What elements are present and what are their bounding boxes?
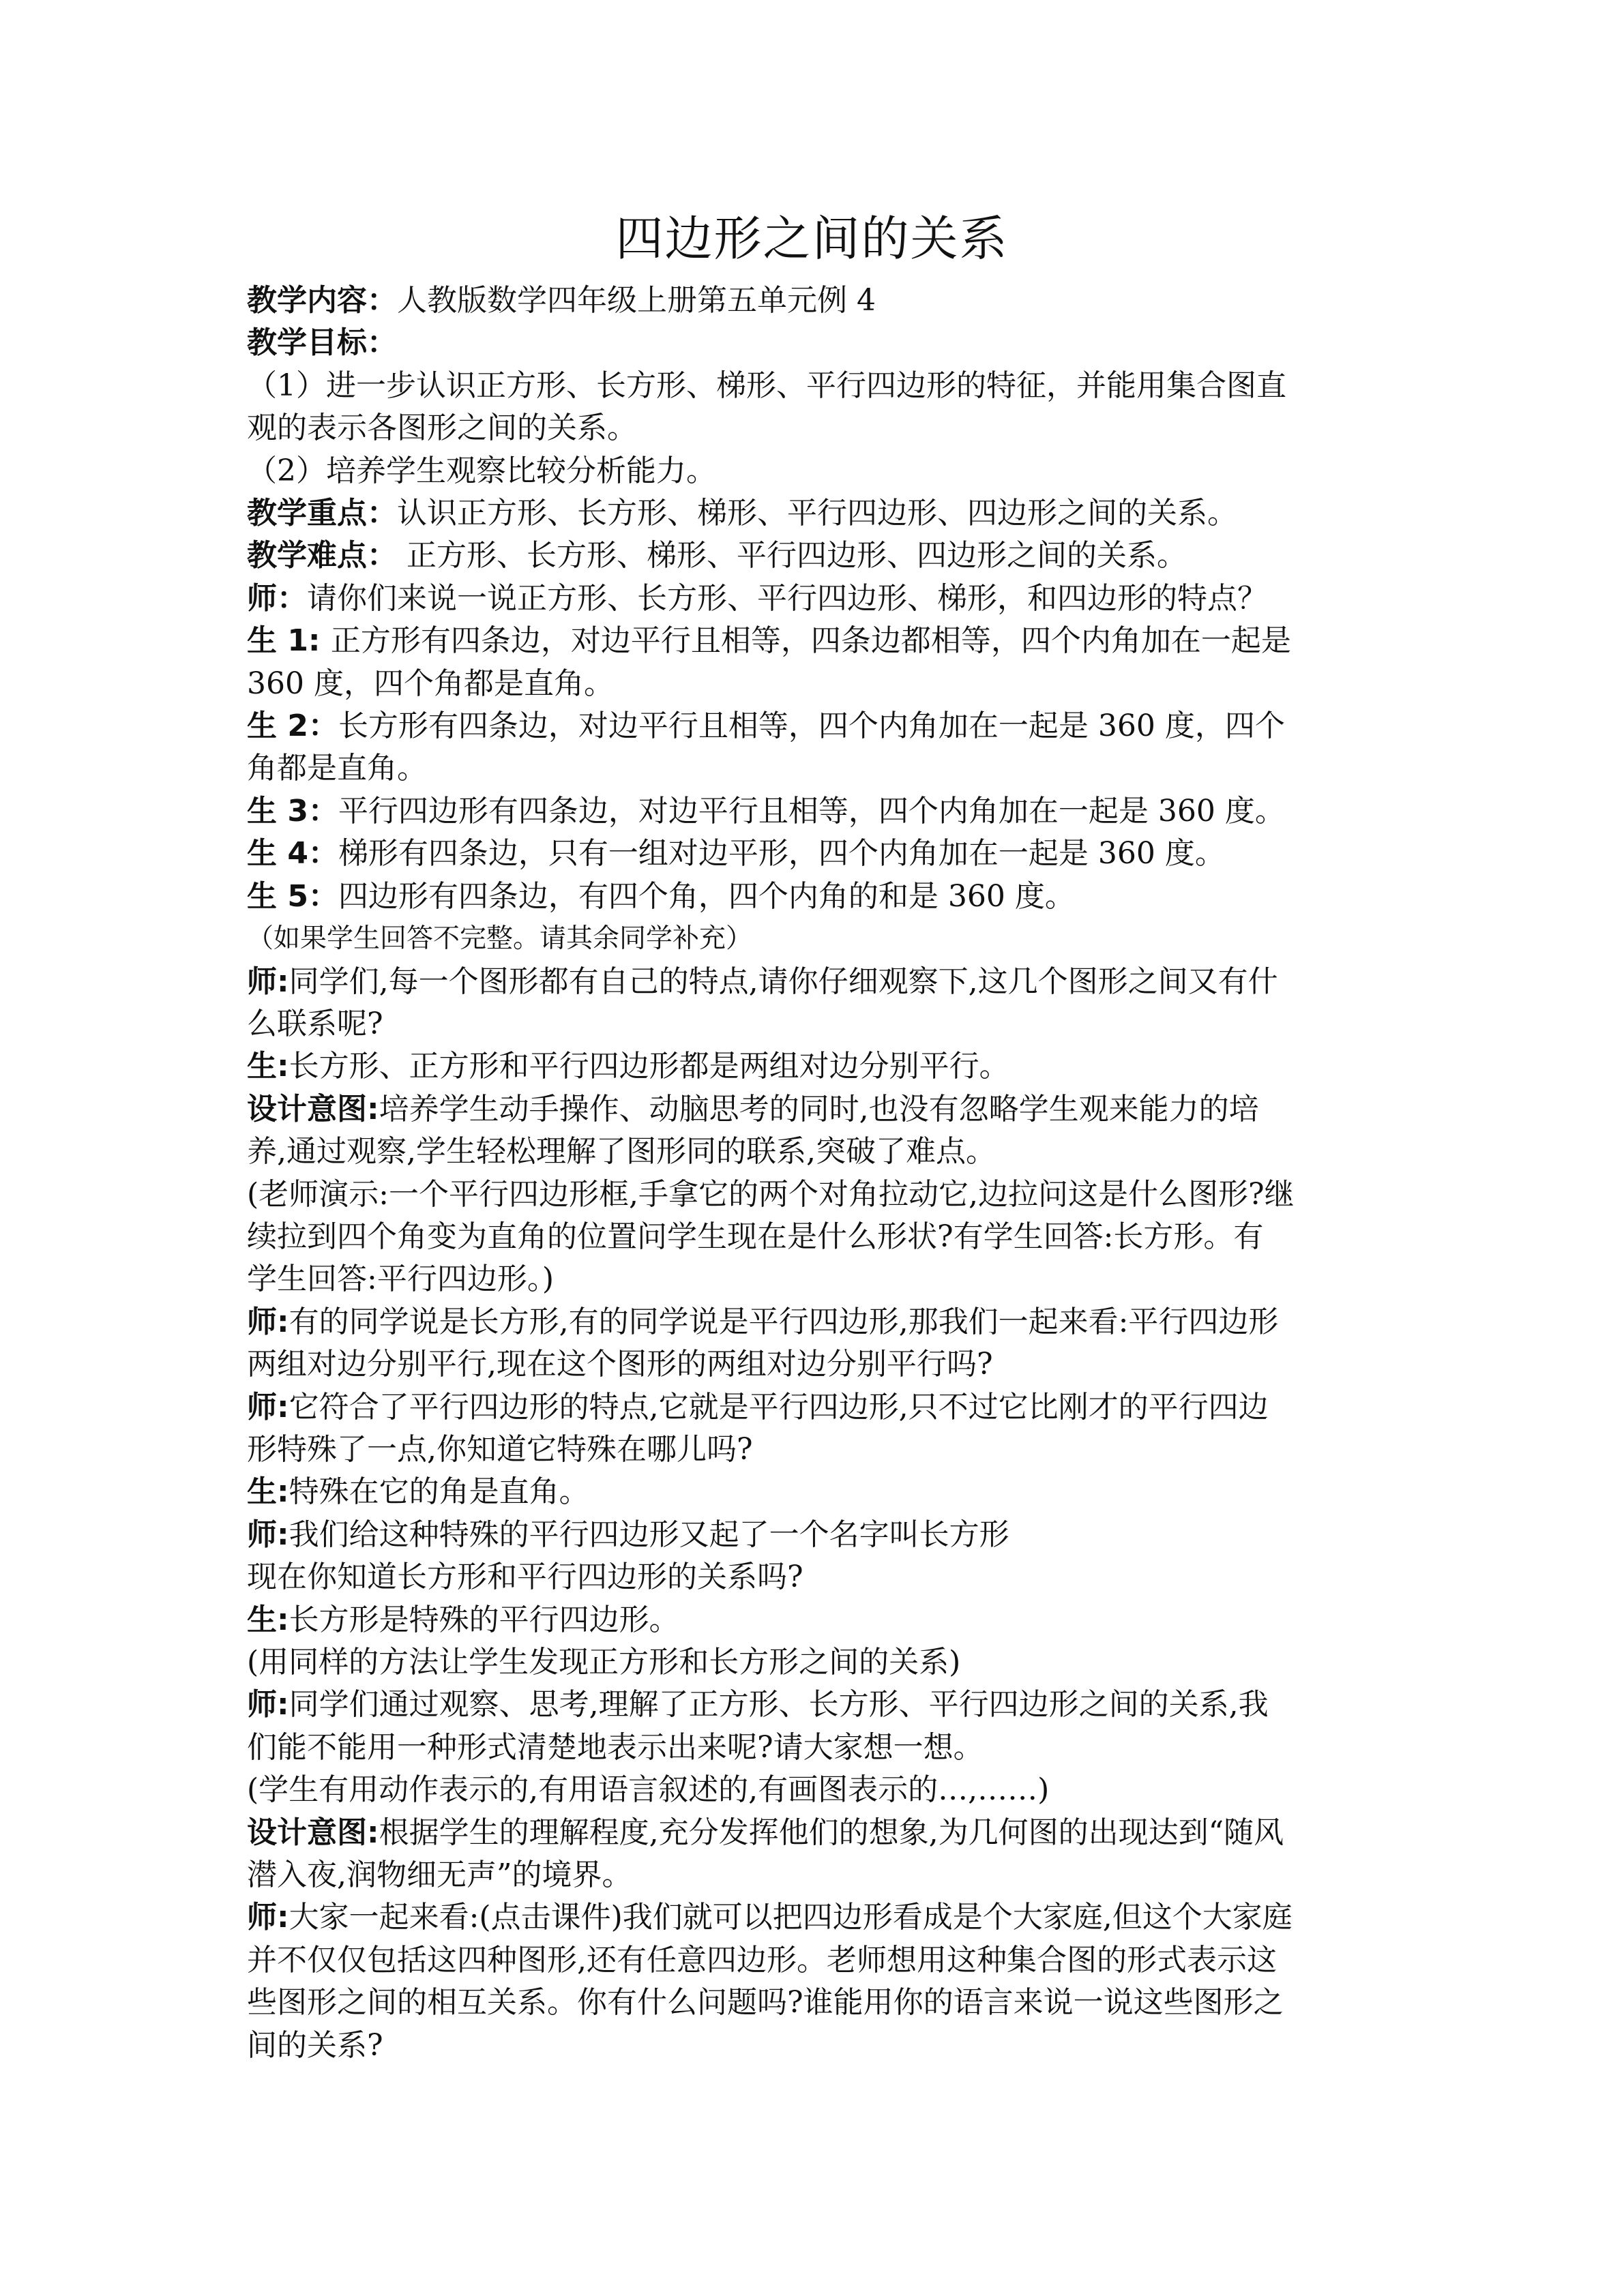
speaker-label: 生 1: (247, 623, 331, 659)
paragraph-line (247, 1556, 1385, 1598)
paragraph (247, 1769, 1385, 1811)
speaker-label: 师: (247, 1687, 289, 1723)
speaker-label: 师: (247, 1900, 289, 1935)
paragraph-line (247, 705, 1385, 747)
speaker-label: 设计意图: (247, 1091, 379, 1127)
paragraph-text: 长方形、正方形和平行四边形都是两组对边分别平行。 (289, 1049, 1009, 1084)
paragraph-text: 养,通过观察,学生轻松理解了图形同的联系,突破了难点。 (247, 1134, 996, 1169)
paragraph-line (247, 1854, 1385, 1896)
paragraph-text: 正方形有四条边，对边平行且相等，四条边都相等，四个内角加在一起是 (330, 623, 1291, 659)
speaker-label: 生 3： (247, 793, 338, 829)
paragraph-text: 认识正方形、长方形、梯形、平行四边形、四边形之间的关系。 (397, 496, 1237, 531)
paragraph-line (247, 407, 1385, 449)
paragraph-text: 并不仅仅包括这四种图形,还有任意四边形。老师想用这种集合图的形式表示这 (247, 1942, 1277, 1978)
paragraph-line (247, 492, 1385, 535)
paragraph-text: 大家一起来看:(点击课件)我们就可以把四边形看成是个大家庭,但这个大家庭 (289, 1900, 1293, 1935)
paragraph (247, 365, 1385, 450)
paragraph-text: 观的表示各图形之间的关系。 (247, 411, 637, 446)
paragraph-line (247, 1599, 1385, 1641)
paragraph (247, 1386, 1385, 1472)
paragraph-text: 梯形有四条边，只有一组对边平形，四个内角加在一起是 360 度。 (338, 836, 1225, 871)
paragraph (247, 790, 1385, 833)
speaker-label: 师: (247, 1389, 289, 1425)
paragraph (247, 1088, 1385, 1174)
paragraph-text: 间的关系? (247, 2027, 383, 2063)
paragraph (247, 1896, 1385, 2067)
paragraph-text: 现在你知道长方形和平行四边形的关系吗? (247, 1560, 803, 1595)
paragraph (247, 1045, 1385, 1088)
speaker-label: 教学内容： (247, 283, 397, 318)
paragraph-text: 请你们来说一说正方形、长方形、平行四边形、梯形，和四边形的特点？ (307, 580, 1267, 616)
paragraph-line (247, 1003, 1385, 1045)
paragraph-line (247, 1982, 1385, 2024)
paragraph-text: 么联系呢? (247, 1006, 383, 1041)
speaker-label: 生 2： (247, 709, 338, 744)
paragraph-line (247, 1045, 1385, 1088)
paragraph-line (247, 620, 1385, 662)
paragraph-line (247, 747, 1385, 790)
paragraph (247, 1599, 1385, 1641)
paragraph (247, 620, 1385, 705)
paragraph-line (247, 876, 1385, 918)
document-title: 四边形之间的关系 (615, 211, 1009, 267)
paragraph-text: 四边形有四条边，有四个角，四个内角的和是 360 度。 (338, 878, 1075, 914)
paragraph (247, 1471, 1385, 1513)
paragraph (247, 1641, 1385, 1684)
speaker-label: 教学难点： (247, 538, 397, 573)
speaker-label: 师： (247, 580, 307, 616)
paragraph-text: 两组对边分别平行,现在这个图形的两组对边分别平行吗? (247, 1347, 993, 1382)
speaker-label: 生: (247, 1602, 289, 1637)
paragraph-line (247, 535, 1385, 577)
paragraph-text: 形特殊了一点,你知道它特殊在哪儿吗? (247, 1431, 753, 1467)
paragraph-line (247, 578, 1385, 620)
speaker-label: 教学重点： (247, 496, 397, 531)
paragraph-text: 特殊在它的角是直角。 (289, 1474, 589, 1510)
paragraph (247, 1301, 1385, 1386)
paragraph-text: 角都是直角。 (247, 751, 427, 786)
paragraph-text: 同学们,每一个图形都有自己的特点,请你仔细观察下,这几个图形之间又有什 (289, 964, 1278, 999)
paragraph-line (247, 1301, 1385, 1343)
paragraph (247, 578, 1385, 620)
paragraph-line (247, 1514, 1385, 1556)
paragraph-line (247, 1088, 1385, 1131)
speaker-label: 生 4： (247, 836, 338, 871)
paragraph-text: 它符合了平行四边形的特点,它就是平行四边形,只不过它比刚才的平行四边 (289, 1389, 1269, 1425)
paragraph-text: （2）培养学生观察比较分析能力。 (247, 453, 716, 488)
paragraph (247, 1812, 1385, 1897)
paragraph-line (247, 1174, 1385, 1216)
paragraph (247, 1514, 1385, 1599)
speaker-label: 师: (247, 964, 289, 999)
paragraph-line (247, 1769, 1385, 1811)
paragraph-line (247, 280, 1385, 322)
paragraph (247, 450, 1385, 492)
paragraph-line (247, 1216, 1385, 1258)
paragraph-line (247, 1343, 1385, 1386)
document-body (247, 280, 1385, 2067)
paragraph (247, 961, 1385, 1046)
paragraph (247, 705, 1385, 790)
speaker-label: 师: (247, 1304, 289, 1339)
paragraph (247, 833, 1385, 875)
paragraph-text: 360 度，四个角都是直角。 (247, 666, 614, 701)
paragraph (247, 918, 1385, 960)
paragraph-text: 正方形、长方形、梯形、平行四边形、四边形之间的关系。 (397, 538, 1187, 573)
paragraph-line (247, 1684, 1385, 1726)
paragraph-line (247, 1386, 1385, 1429)
paragraph-line (247, 1258, 1385, 1300)
speaker-label: 生: (247, 1049, 289, 1084)
paragraph-line (247, 2025, 1385, 2067)
paragraph (247, 1684, 1385, 1769)
paragraph-line (247, 322, 1385, 364)
paragraph-line (247, 1641, 1385, 1684)
paragraph-text: (用同样的方法让学生发现正方形和长方形之间的关系) (247, 1645, 961, 1680)
paragraph (247, 876, 1385, 918)
paragraph-text: （1）进一步认识正方形、长方形、梯形、平行四边形的特征，并能用集合图直 (247, 368, 1286, 403)
paragraph (247, 280, 1385, 322)
speaker-label: 教学目标： (247, 325, 397, 361)
paragraph-text: (学生有用动作表示的,有用语言叙述的,有画图表示的…,……) (247, 1772, 1050, 1808)
paragraph-text: 人教版数学四年级上册第五单元例 4 (397, 283, 876, 318)
paragraph-text: 根据学生的理解程度,充分发挥他们的想象,为几何图的出现达到“随风 (379, 1815, 1284, 1850)
paragraph-line (247, 961, 1385, 1003)
speaker-label: 生 5： (247, 878, 338, 914)
paragraph-text: 们能不能用一种形式清楚地表示出来呢?请大家想一想。 (247, 1729, 984, 1765)
paragraph-line (247, 663, 1385, 705)
paragraph-line (247, 1727, 1385, 1769)
paragraph-line (247, 1812, 1385, 1854)
paragraph-text: 平行四边形有四条边，对边平行且相等，四个内角加在一起是 360 度。 (338, 793, 1285, 829)
paragraph-line (247, 1429, 1385, 1471)
paragraph-text: 我们给这种特殊的平行四边形又起了一个名字叫长方形 (289, 1517, 1009, 1552)
speaker-label: 师: (247, 1517, 289, 1552)
paragraph-line (247, 1471, 1385, 1513)
paragraph (247, 1174, 1385, 1301)
paragraph-line (247, 918, 1385, 960)
paragraph-line (247, 365, 1385, 407)
paragraph-text: 续拉到四个角变为直角的位置问学生现在是什么形状?有学生回答:长方形。有 (247, 1219, 1264, 1254)
speaker-label: 设计意图: (247, 1815, 379, 1850)
paragraph-line (247, 450, 1385, 492)
paragraph (247, 535, 1385, 577)
paragraph-text: 同学们通过观察、思考,理解了正方形、长方形、平行四边形之间的关系,我 (289, 1687, 1269, 1723)
paragraph-text: 学生回答:平行四边形。) (247, 1262, 554, 1297)
paragraph-line (247, 790, 1385, 833)
paragraph-text: 长方形是特殊的平行四边形。 (289, 1602, 679, 1637)
paragraph-text: 培养学生动手操作、动脑思考的同时,也没有忽略学生观来能力的培 (379, 1091, 1259, 1127)
paragraph-text: 些图形之间的相互关系。你有什么问题吗?谁能用你的语言来说一说这些图形之 (247, 1985, 1284, 2021)
paragraph-line (247, 833, 1385, 875)
paragraph (247, 322, 1385, 364)
paragraph-text: 潜入夜,润物细无声”的境界。 (247, 1858, 632, 1893)
paragraph-text: 长方形有四条边，对边平行且相等，四个内角加在一起是 360 度，四个 (338, 709, 1285, 744)
paragraph-text: (老师演示:一个平行四边形框,手拿它的两个对角拉动它,边拉问这是什么图形?继 (247, 1176, 1295, 1212)
paragraph-line (247, 1896, 1385, 1939)
paragraph-text: 有的同学说是长方形,有的同学说是平行四边形,那我们一起来看:平行四边形 (289, 1304, 1279, 1339)
paragraph-line (247, 1939, 1385, 1982)
paragraph (247, 492, 1385, 535)
paragraph-text: （如果学生回答不完整。请其余同学补充） (247, 923, 753, 955)
speaker-label: 生: (247, 1474, 289, 1510)
paragraph-line (247, 1131, 1385, 1173)
